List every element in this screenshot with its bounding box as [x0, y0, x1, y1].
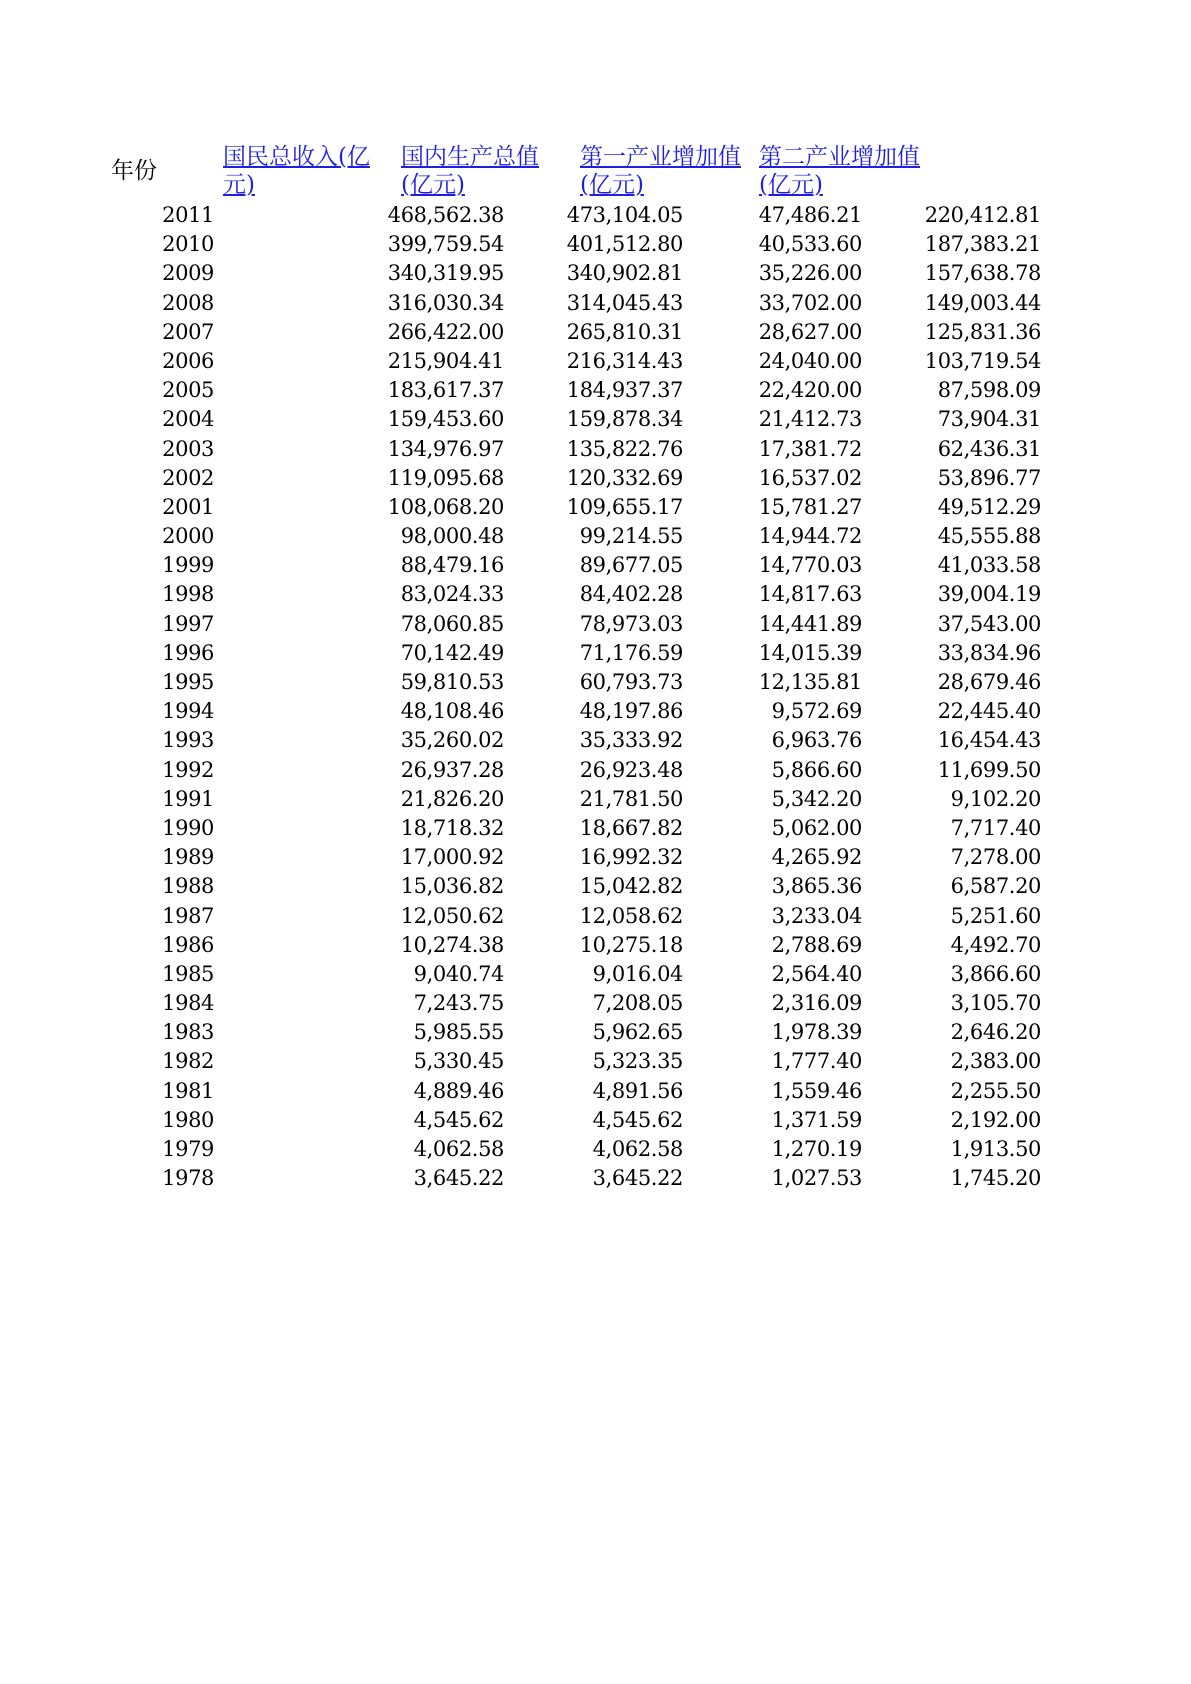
year-cell: 1984: [162, 991, 214, 1016]
secondary-industry-cell: 4,492.70: [950, 932, 1041, 957]
table-row: [111, 522, 1041, 551]
gni-cell: 9,040.74: [413, 961, 504, 986]
table-row: [111, 960, 1041, 989]
primary-industry-cell: 1,559.46: [771, 1078, 862, 1103]
gdp-cell: 5,962.65: [592, 1020, 683, 1045]
gni-cell: 17,000.92: [400, 845, 504, 870]
primary-industry-cell: 14,441.89: [758, 611, 862, 636]
table-row: [111, 931, 1041, 960]
secondary-industry-cell: 53,896.77: [937, 465, 1041, 490]
gni-cell: 5,985.55: [413, 1020, 504, 1045]
primary-industry-cell: 5,866.60: [771, 757, 862, 782]
table-row: [111, 493, 1041, 522]
primary-industry-cell: 5,062.00: [771, 815, 862, 840]
secondary-industry-cell: 7,717.40: [950, 815, 1041, 840]
year-cell: 2003: [162, 436, 214, 461]
table-row: [111, 989, 1041, 1018]
table-row: [111, 318, 1041, 347]
year-cell: 2005: [162, 378, 214, 403]
gni-cell: 15,036.82: [400, 874, 504, 899]
year-cell: 2004: [162, 407, 214, 432]
year-cell: 2010: [162, 232, 214, 257]
gni-cell: 340,319.95: [387, 261, 504, 286]
gdp-cell: 4,545.62: [592, 1107, 683, 1132]
gni-cell: 4,545.62: [413, 1107, 504, 1132]
primary-industry-cell: 2,564.40: [771, 961, 862, 986]
primary-industry-cell: 5,342.20: [771, 786, 862, 811]
gdp-cell: 60,793.73: [579, 670, 683, 694]
secondary-industry-cell: 3,866.60: [950, 961, 1041, 986]
secondary-industry-cell: 22,445.40: [937, 699, 1041, 724]
gni-cell: 48,108.46: [400, 699, 504, 724]
gdp-cell: 184,937.37: [566, 378, 683, 403]
secondary-industry-cell: 9,102.20: [950, 786, 1041, 811]
table-body: [111, 201, 1041, 1193]
gdp-cell: 78,973.03: [579, 611, 683, 636]
table-row: [111, 347, 1041, 376]
gni-cell: 98,000.48: [400, 524, 504, 549]
gdp-cell: 4,062.58: [592, 1137, 683, 1161]
table-row: [111, 814, 1041, 843]
table-row: [111, 1047, 1041, 1076]
secondary-industry-cell: 37,543.00: [937, 611, 1041, 636]
table-row: [111, 289, 1041, 318]
secondary-industry-cell: 62,436.31: [937, 436, 1041, 461]
gdp-cell: 18,667.82: [579, 815, 683, 840]
gdp-cell: 473,104.05: [566, 203, 683, 227]
gdp-cell: 401,512.80: [566, 232, 683, 257]
gni-cell: 7,243.75: [413, 991, 504, 1016]
gni-cell: 83,024.33: [400, 582, 504, 607]
secondary-industry-cell: 33,834.96: [937, 640, 1041, 665]
year-cell: 1986: [162, 932, 214, 957]
gni-cell: 18,718.32: [400, 815, 504, 840]
gni-cell: 59,810.53: [400, 670, 504, 694]
table-header: [111, 143, 931, 201]
gdp-cell: 48,197.86: [579, 699, 683, 724]
table-row: [111, 902, 1041, 931]
secondary-industry-cell: 28,679.46: [937, 670, 1041, 694]
primary-industry-cell: 12,135.81: [758, 670, 862, 694]
gni-cell: 3,645.22: [413, 1166, 504, 1191]
gdp-cell: 7,208.05: [592, 991, 683, 1016]
secondary-industry-cell: 157,638.78: [924, 261, 1041, 286]
table-row: [111, 201, 1041, 230]
table-row: [111, 259, 1041, 288]
secondary-industry-cell: 5,251.60: [950, 903, 1041, 928]
year-cell: 1982: [162, 1049, 214, 1074]
gni-cell: 10,274.38: [400, 932, 504, 957]
gdp-cell: 340,902.81: [566, 261, 683, 286]
gdp-cell: 35,333.92: [579, 728, 683, 753]
gni-cell: 78,060.85: [400, 611, 504, 636]
table-row: [111, 1135, 1041, 1164]
year-cell: 1985: [162, 961, 214, 986]
secondary-industry-cell: 2,192.00: [950, 1107, 1041, 1132]
table-row: [111, 668, 1041, 697]
primary-industry-cell: 22,420.00: [758, 378, 862, 403]
primary-industry-cell: 1,978.39: [771, 1020, 862, 1045]
data-table: [111, 143, 1041, 1193]
header-primary-industry-link[interactable]: 第一产业增加值 (亿元): [580, 144, 741, 198]
gdp-cell: 5,323.35: [592, 1049, 683, 1074]
secondary-industry-cell: 2,255.50: [950, 1078, 1041, 1103]
primary-industry-cell: 14,944.72: [758, 524, 862, 549]
year-cell: 2008: [162, 290, 214, 315]
table-row: [111, 376, 1041, 405]
table-row: [111, 756, 1041, 785]
gdp-cell: 26,923.48: [579, 757, 683, 782]
year-cell: 2009: [162, 261, 214, 286]
table-row: [111, 697, 1041, 726]
secondary-industry-cell: 103,719.54: [924, 348, 1041, 373]
secondary-industry-cell: 2,383.00: [950, 1049, 1041, 1074]
primary-industry-cell: 1,371.59: [771, 1107, 862, 1132]
secondary-industry-cell: 2,646.20: [950, 1020, 1041, 1045]
year-cell: 1981: [162, 1078, 214, 1103]
gni-cell: 35,260.02: [400, 728, 504, 753]
year-cell: 1978: [162, 1166, 214, 1191]
table-row: [111, 580, 1041, 609]
header-gni-link[interactable]: 国民总收入(亿 元): [223, 144, 370, 198]
year-cell: 2011: [162, 203, 214, 227]
secondary-industry-cell: 1,745.20: [950, 1166, 1041, 1191]
table-row: [111, 551, 1041, 580]
header-secondary-industry-link[interactable]: 第二产业增加值 (亿元): [759, 144, 920, 198]
year-cell: 1979: [162, 1137, 214, 1161]
year-cell: 1980: [162, 1107, 214, 1132]
primary-industry-cell: 2,788.69: [771, 932, 862, 957]
primary-industry-cell: 21,412.73: [758, 407, 862, 432]
table-row: [111, 405, 1041, 434]
header-year: 年份: [111, 158, 157, 184]
primary-industry-cell: 14,015.39: [758, 640, 862, 665]
secondary-industry-cell: 149,003.44: [924, 290, 1041, 315]
primary-industry-cell: 33,702.00: [758, 290, 862, 315]
gni-cell: 399,759.54: [387, 232, 504, 257]
year-cell: 1995: [162, 670, 214, 694]
primary-industry-cell: 4,265.92: [771, 845, 862, 870]
table-row: [111, 872, 1041, 901]
year-cell: 2000: [162, 524, 214, 549]
gdp-cell: 10,275.18: [579, 932, 683, 957]
primary-industry-cell: 47,486.21: [758, 203, 862, 227]
table-row: [111, 1164, 1041, 1193]
year-cell: 1992: [162, 757, 214, 782]
gni-cell: 183,617.37: [387, 378, 504, 403]
primary-industry-cell: 24,040.00: [758, 348, 862, 373]
year-cell: 1997: [162, 611, 214, 636]
secondary-industry-cell: 45,555.88: [937, 524, 1041, 549]
table-row: [111, 1018, 1041, 1047]
year-cell: 1987: [162, 903, 214, 928]
gdp-cell: 15,042.82: [579, 874, 683, 899]
gdp-cell: 135,822.76: [566, 436, 683, 461]
year-cell: 2001: [162, 494, 214, 519]
year-cell: 1989: [162, 845, 214, 870]
gni-cell: 26,937.28: [400, 757, 504, 782]
secondary-industry-cell: 11,699.50: [937, 757, 1041, 782]
gni-cell: 266,422.00: [387, 319, 504, 344]
gdp-cell: 99,214.55: [579, 524, 683, 549]
primary-industry-cell: 3,865.36: [771, 874, 862, 899]
table-row: [111, 843, 1041, 872]
gdp-cell: 216,314.43: [566, 348, 683, 373]
secondary-industry-cell: 39,004.19: [937, 582, 1041, 607]
gdp-cell: 21,781.50: [579, 786, 683, 811]
primary-industry-cell: 1,270.19: [771, 1137, 862, 1161]
year-cell: 2002: [162, 465, 214, 490]
gdp-cell: 12,058.62: [579, 903, 683, 928]
gdp-cell: 314,045.43: [566, 290, 683, 315]
gni-cell: 70,142.49: [400, 640, 504, 665]
year-cell: 1994: [162, 699, 214, 724]
primary-industry-cell: 1,777.40: [771, 1049, 862, 1074]
primary-industry-cell: 28,627.00: [758, 319, 862, 344]
primary-industry-cell: 3,233.04: [771, 903, 862, 928]
primary-industry-cell: 35,226.00: [758, 261, 862, 286]
primary-industry-cell: 6,963.76: [771, 728, 862, 753]
gdp-cell: 159,878.34: [566, 407, 683, 432]
gdp-cell: 89,677.05: [579, 553, 683, 578]
year-cell: 1999: [162, 553, 214, 578]
year-cell: 1988: [162, 874, 214, 899]
secondary-industry-cell: 16,454.43: [937, 728, 1041, 753]
header-gdp-link[interactable]: 国内生产总值 (亿元): [401, 144, 539, 198]
table-row: [111, 1106, 1041, 1135]
table-row: [111, 1077, 1041, 1106]
gdp-cell: 265,810.31: [566, 319, 683, 344]
gni-cell: 215,904.41: [387, 348, 504, 373]
secondary-industry-cell: 125,831.36: [924, 319, 1041, 344]
primary-industry-cell: 1,027.53: [771, 1166, 862, 1191]
secondary-industry-cell: 187,383.21: [924, 232, 1041, 257]
gni-cell: 4,889.46: [413, 1078, 504, 1103]
gni-cell: 134,976.97: [387, 436, 504, 461]
year-cell: 1991: [162, 786, 214, 811]
table-row: [111, 785, 1041, 814]
primary-industry-cell: 40,533.60: [758, 232, 862, 257]
year-cell: 1996: [162, 640, 214, 665]
secondary-industry-cell: 41,033.58: [937, 553, 1041, 578]
secondary-industry-cell: 220,412.81: [924, 203, 1041, 227]
gni-cell: 468,562.38: [387, 203, 504, 227]
gni-cell: 4,062.58: [413, 1137, 504, 1161]
primary-industry-cell: 15,781.27: [758, 494, 862, 519]
gdp-cell: 4,891.56: [592, 1078, 683, 1103]
table-row: [111, 464, 1041, 493]
year-cell: 1983: [162, 1020, 214, 1045]
gni-cell: 88,479.16: [400, 553, 504, 578]
primary-industry-cell: 16,537.02: [758, 465, 862, 490]
gdp-cell: 84,402.28: [579, 582, 683, 607]
year-cell: 1993: [162, 728, 214, 753]
gdp-cell: 16,992.32: [579, 845, 683, 870]
secondary-industry-cell: 87,598.09: [937, 378, 1041, 403]
gni-cell: 119,095.68: [387, 465, 504, 490]
secondary-industry-cell: 7,278.00: [950, 845, 1041, 870]
gni-cell: 159,453.60: [387, 407, 504, 432]
table-row: [111, 435, 1041, 464]
gdp-cell: 109,655.17: [566, 494, 683, 519]
primary-industry-cell: 14,817.63: [758, 582, 862, 607]
secondary-industry-cell: 1,913.50: [950, 1137, 1041, 1161]
year-cell: 2007: [162, 319, 214, 344]
gni-cell: 12,050.62: [400, 903, 504, 928]
primary-industry-cell: 9,572.69: [771, 699, 862, 724]
table-row: [111, 639, 1041, 668]
year-cell: 1990: [162, 815, 214, 840]
secondary-industry-cell: 3,105.70: [950, 991, 1041, 1016]
table-row: [111, 610, 1041, 639]
gdp-cell: 120,332.69: [566, 465, 683, 490]
gdp-cell: 3,645.22: [592, 1166, 683, 1191]
gni-cell: 316,030.34: [387, 290, 504, 315]
gni-cell: 108,068.20: [387, 494, 504, 519]
primary-industry-cell: 2,316.09: [771, 991, 862, 1016]
secondary-industry-cell: 6,587.20: [950, 874, 1041, 899]
gni-cell: 5,330.45: [413, 1049, 504, 1074]
gdp-cell: 71,176.59: [579, 640, 683, 665]
year-cell: 1998: [162, 582, 214, 607]
gni-cell: 21,826.20: [400, 786, 504, 811]
gdp-cell: 9,016.04: [592, 961, 683, 986]
secondary-industry-cell: 73,904.31: [937, 407, 1041, 432]
primary-industry-cell: 17,381.72: [758, 436, 862, 461]
secondary-industry-cell: 49,512.29: [937, 494, 1041, 519]
year-cell: 2006: [162, 348, 214, 373]
primary-industry-cell: 14,770.03: [758, 553, 862, 578]
table-row: [111, 726, 1041, 755]
table-row: [111, 230, 1041, 259]
